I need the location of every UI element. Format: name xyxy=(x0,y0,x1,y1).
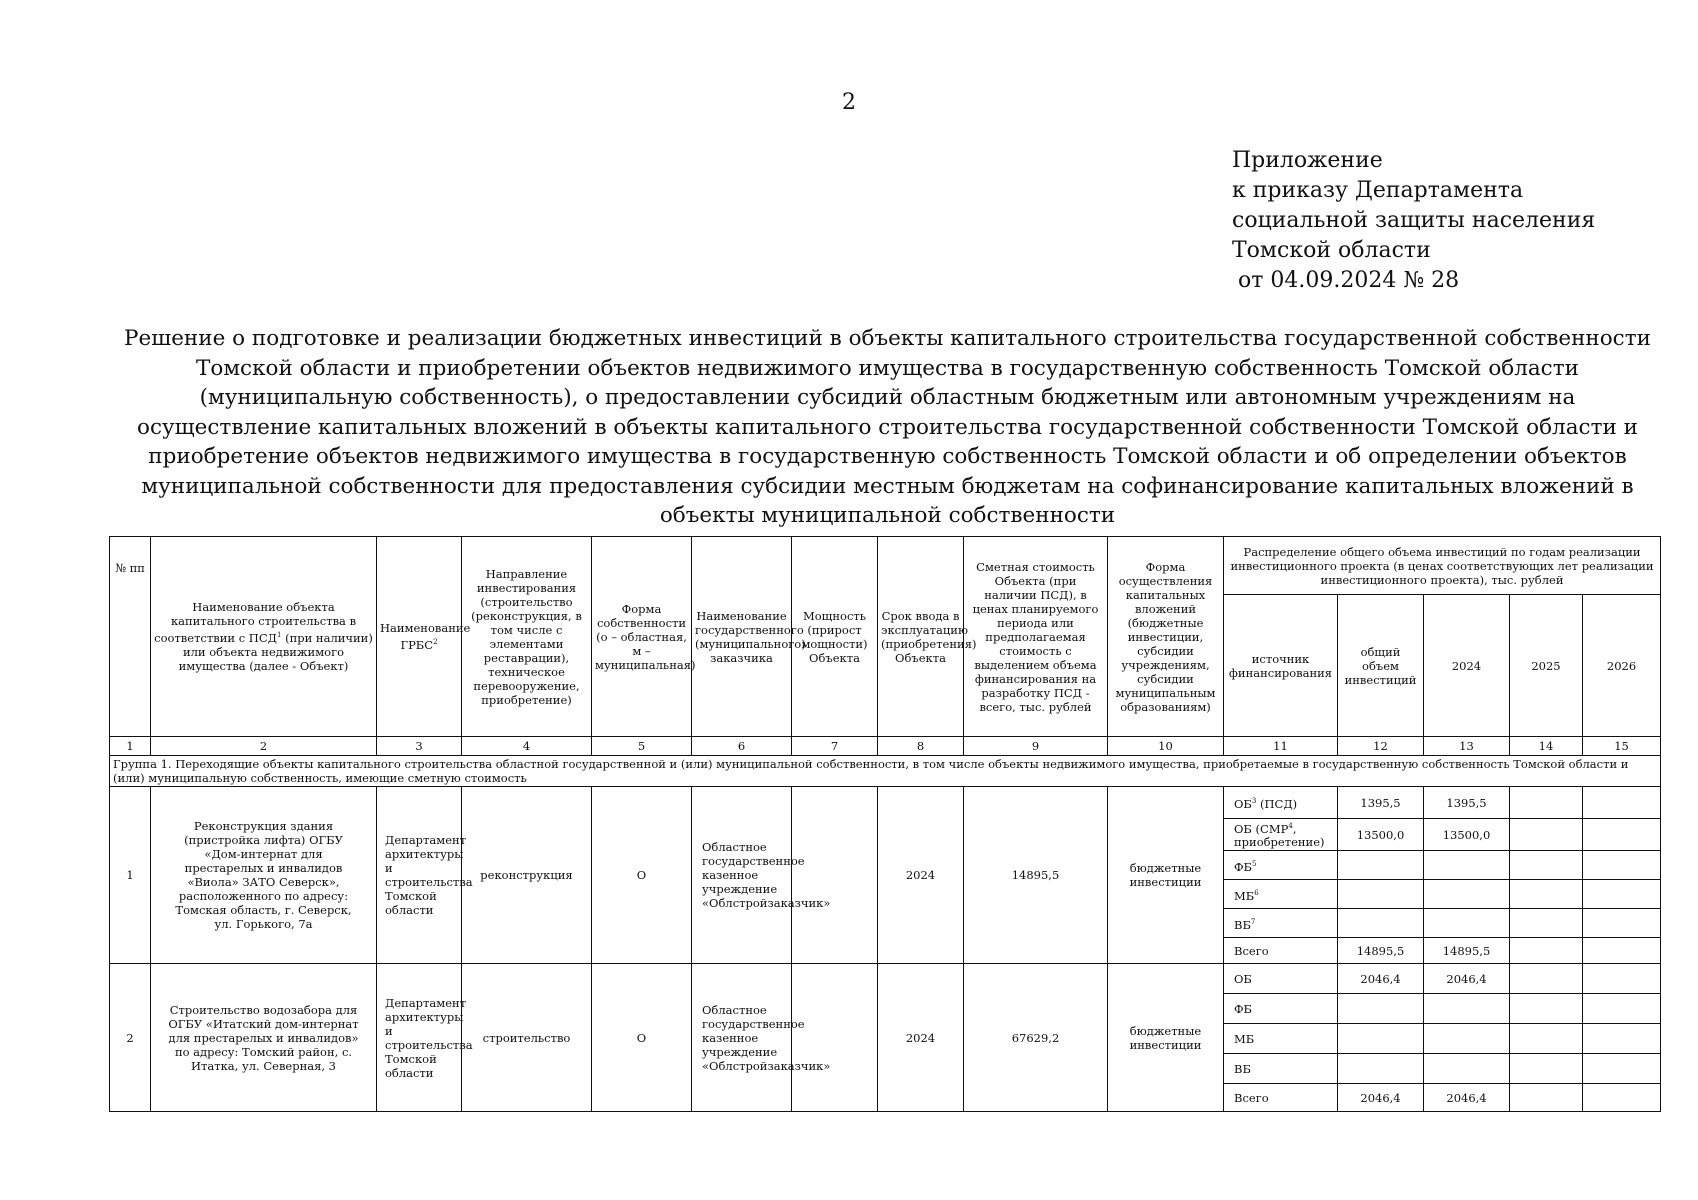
header-object-name-text-2: (при наличии) или объекта недвижимого имущества (далее - Объект) xyxy=(178,630,373,673)
header-year-2025: 2025 xyxy=(1510,595,1583,737)
column-number: 15 xyxy=(1583,737,1661,756)
column-number: 1 xyxy=(110,737,151,756)
column-number: 10 xyxy=(1108,737,1224,756)
amount-2026 xyxy=(1583,1024,1661,1054)
funding-source xyxy=(1224,851,1338,880)
term: 2024 xyxy=(878,964,964,1112)
footnote-marker: 3 xyxy=(1251,797,1257,806)
amount-2024: 2046,4 xyxy=(1424,964,1510,994)
amount-2024 xyxy=(1424,1024,1510,1054)
object-name: Строительство водозабора для ОГБУ «Итатский дом-интернат для престарелых и инвалидов» по адресу: Томский район, с. Итатка, ул. Северная, 3 xyxy=(151,964,377,1112)
amount-2024: 1395,5 xyxy=(1424,787,1510,819)
footnote-marker: 1 xyxy=(276,631,282,640)
header-grbs-text: Наименование ГРБС xyxy=(380,621,471,652)
header-object-name xyxy=(151,537,377,737)
funding-source-text: ФБ xyxy=(1234,859,1252,874)
total-amount: 2046,4 xyxy=(1338,1084,1424,1112)
appendix-line: к приказу Департамента xyxy=(1232,178,1524,203)
amount-2026 xyxy=(1583,851,1661,880)
footnote-marker: 4 xyxy=(1288,822,1293,831)
header-year-2026: 2026 xyxy=(1583,595,1661,737)
funding-source-text: ОБ (СМР xyxy=(1234,821,1289,836)
funding-source-text: ВБ xyxy=(1234,917,1251,932)
amount-2025 xyxy=(1510,938,1583,964)
amount-2025 xyxy=(1510,1024,1583,1054)
footnote-marker: 5 xyxy=(1252,859,1257,868)
funding-source: ВБ xyxy=(1224,1054,1338,1084)
page-number: 2 xyxy=(842,90,856,115)
total-amount: 13500,0 xyxy=(1338,819,1424,851)
column-number: 9 xyxy=(964,737,1108,756)
grbs-name: Департамент архитектуры и строительства Томской области xyxy=(377,964,462,1112)
funding-source: ФБ xyxy=(1224,994,1338,1024)
column-number: 12 xyxy=(1338,737,1424,756)
header-cost: Сметная стоимость Объекта (при наличии ПСД), в ценах планируемого периода или предполагаемая стоимость с выделением объема финансирования на разработку ПСД - всего, тыс. рублей xyxy=(964,537,1108,737)
total-amount xyxy=(1338,1024,1424,1054)
header-grbs xyxy=(377,537,471,737)
table-row xyxy=(110,964,1661,994)
column-number: 4 xyxy=(462,737,592,756)
appendix-line: Томской области xyxy=(1232,238,1431,263)
total-amount: 1395,5 xyxy=(1338,787,1424,819)
amount-2024: 14895,5 xyxy=(1424,938,1510,964)
footnote-marker: 6 xyxy=(1254,888,1259,897)
amount-2026 xyxy=(1583,787,1661,819)
amount-2024: 13500,0 xyxy=(1424,819,1510,851)
term: 2024 xyxy=(878,787,964,964)
amount-2026 xyxy=(1583,909,1661,938)
column-number: 2 xyxy=(151,737,377,756)
header-num: № пп xyxy=(110,537,151,737)
investment-form: бюджетные инвестиции xyxy=(1108,787,1224,964)
ownership: О xyxy=(592,787,692,964)
funding-source-text: ОБ xyxy=(1234,796,1252,811)
column-number: 5 xyxy=(592,737,692,756)
header-total: общий объем инвестиций xyxy=(1338,595,1424,737)
amount-2026 xyxy=(1583,819,1661,851)
footnote-marker: 7 xyxy=(1250,917,1256,926)
funding-source: Всего xyxy=(1224,1084,1338,1112)
funding-source xyxy=(1224,909,1338,938)
amount-2025 xyxy=(1510,964,1583,994)
appendix-block xyxy=(1232,146,1595,296)
header-ownership: Форма собственности (о – областная, м – муниципальная) xyxy=(592,537,692,737)
amount-2025 xyxy=(1510,1054,1583,1084)
total-amount: 2046,4 xyxy=(1338,964,1424,994)
amount-2026 xyxy=(1583,994,1661,1024)
amount-2025 xyxy=(1510,909,1583,938)
column-number: 3 xyxy=(377,737,462,756)
amount-2026 xyxy=(1583,1084,1661,1112)
amount-2026 xyxy=(1583,964,1661,994)
investment-table xyxy=(109,536,1661,1112)
amount-2024 xyxy=(1424,880,1510,909)
direction: строительство xyxy=(462,964,592,1112)
funding-source: МБ xyxy=(1224,1024,1338,1054)
appendix-line: социальной защиты населения xyxy=(1232,208,1596,233)
header-year-2024: 2024 xyxy=(1424,595,1510,737)
amount-2024 xyxy=(1424,994,1510,1024)
total-amount xyxy=(1338,1054,1424,1084)
group-title: Группа 1. Переходящие объекты капитального строительства областной государственной и (или) муниципальной собственности, в том числе объекты недвижимого имущества, приобретаемые в государственную собственность Томской области и (или) муниципальную собственность, имеющие сметную стоимость xyxy=(110,756,1661,787)
capacity xyxy=(792,964,878,1112)
column-number: 13 xyxy=(1424,737,1510,756)
customer: Областное государственное казенное учреждение «Облстройзаказчик» xyxy=(692,787,792,964)
total-amount xyxy=(1338,909,1424,938)
header-customer: Наименование государственного (муниципального) заказчика xyxy=(692,537,792,737)
object-name: Реконструкция здания (пристройка лифта) ОГБУ «Дом-интернат для престарелых и инвалидов «Виола» ЗАТО Северск», расположенного по адресу: Томская область, г. Северск, ул. Горького, 7а xyxy=(151,787,377,964)
amount-2024 xyxy=(1424,909,1510,938)
header-distribution: Распределение общего объема инвестиций по годам реализации инвестиционного проекта (в ценах соответствующих лет реализации инвестиционного проекта), тыс. рублей xyxy=(1224,537,1661,595)
row-number: 1 xyxy=(110,787,151,964)
appendix-line: Приложение xyxy=(1232,148,1383,173)
document-title: Решение о подготовке и реализации бюджетных инвестиций в объекты капитального строительства государственной собственности Томской области и приобретении объектов недвижимого имущества в государственную собственность Томской области (муниципальную собственность), о предоставлении субсидий областным бюджетным или автономным учреждениям на осуществление капитальных вложений в объекты капитального строительства государственной собственности Томской области и приобретение объектов недвижимого имущества в государственную собственность Томской области и об определении объектов муниципальной собственности для предоставления субсидии местным бюджетам на софинансирование капитальных вложений в объекты муниципальной собственности xyxy=(124,326,1651,528)
cost: 67629,2 xyxy=(964,964,1108,1112)
funding-source-suffix: , приобретение) xyxy=(1234,821,1325,849)
ownership: О xyxy=(592,964,692,1112)
total-amount xyxy=(1338,880,1424,909)
total-amount: 14895,5 xyxy=(1338,938,1424,964)
amount-2024 xyxy=(1424,851,1510,880)
funding-source xyxy=(1224,819,1338,851)
amount-2025 xyxy=(1510,994,1583,1024)
amount-2025 xyxy=(1510,819,1583,851)
column-number: 14 xyxy=(1510,737,1583,756)
total-amount xyxy=(1338,851,1424,880)
header-object-name-text: Наименование объекта капитального строительства в соответствии с ПСД xyxy=(154,600,357,645)
funding-source xyxy=(1224,880,1338,909)
header-source: источник финансирования xyxy=(1224,595,1338,737)
total-amount xyxy=(1338,994,1424,1024)
funding-source-suffix: (ПСД) xyxy=(1256,796,1298,811)
footnote-marker: 2 xyxy=(433,638,438,647)
amount-2024 xyxy=(1424,1054,1510,1084)
header-term: Срок ввода в эксплуатацию (приобретения) Объекта xyxy=(878,537,964,737)
table-row xyxy=(110,787,1661,819)
amount-2025 xyxy=(1510,880,1583,909)
header-direction: Направление инвестирования (строительство (реконструкция, в том числе с элементами реставрации), техническое перевооружение, приобретение) xyxy=(462,537,592,737)
header-capacity: Мощность (прирост мощности) Объекта xyxy=(792,537,878,737)
column-number: 7 xyxy=(792,737,878,756)
investment-form: бюджетные инвестиции xyxy=(1108,964,1224,1112)
amount-2025 xyxy=(1510,1084,1583,1112)
capacity xyxy=(792,787,878,964)
amount-2026 xyxy=(1583,938,1661,964)
funding-source-text: МБ xyxy=(1234,888,1255,903)
amount-2025 xyxy=(1510,787,1583,819)
column-number: 8 xyxy=(878,737,964,756)
grbs-name: Департамент архитектуры и строительства Томской области xyxy=(377,787,462,964)
row-number: 2 xyxy=(110,964,151,1112)
column-number: 11 xyxy=(1224,737,1338,756)
column-number: 6 xyxy=(692,737,792,756)
funding-source: Всего xyxy=(1224,938,1338,964)
amount-2025 xyxy=(1510,851,1583,880)
amount-2026 xyxy=(1583,1054,1661,1084)
appendix-line: от 04.09.2024 № 28 xyxy=(1238,268,1460,293)
column-numbers-row xyxy=(110,737,1661,756)
funding-source xyxy=(1224,787,1338,819)
funding-source: ОБ xyxy=(1224,964,1338,994)
header-form: Форма осуществления капитальных вложений (бюджетные инвестиции, субсидии учреждениям, субсидии муниципальным образованиям) xyxy=(1108,537,1224,737)
amount-2026 xyxy=(1583,880,1661,909)
cost: 14895,5 xyxy=(964,787,1108,964)
customer: Областное государственное казенное учреждение «Облстройзаказчик» xyxy=(692,964,792,1112)
direction: реконструкция xyxy=(462,787,592,964)
group-row xyxy=(110,756,1661,787)
amount-2024: 2046,4 xyxy=(1424,1084,1510,1112)
